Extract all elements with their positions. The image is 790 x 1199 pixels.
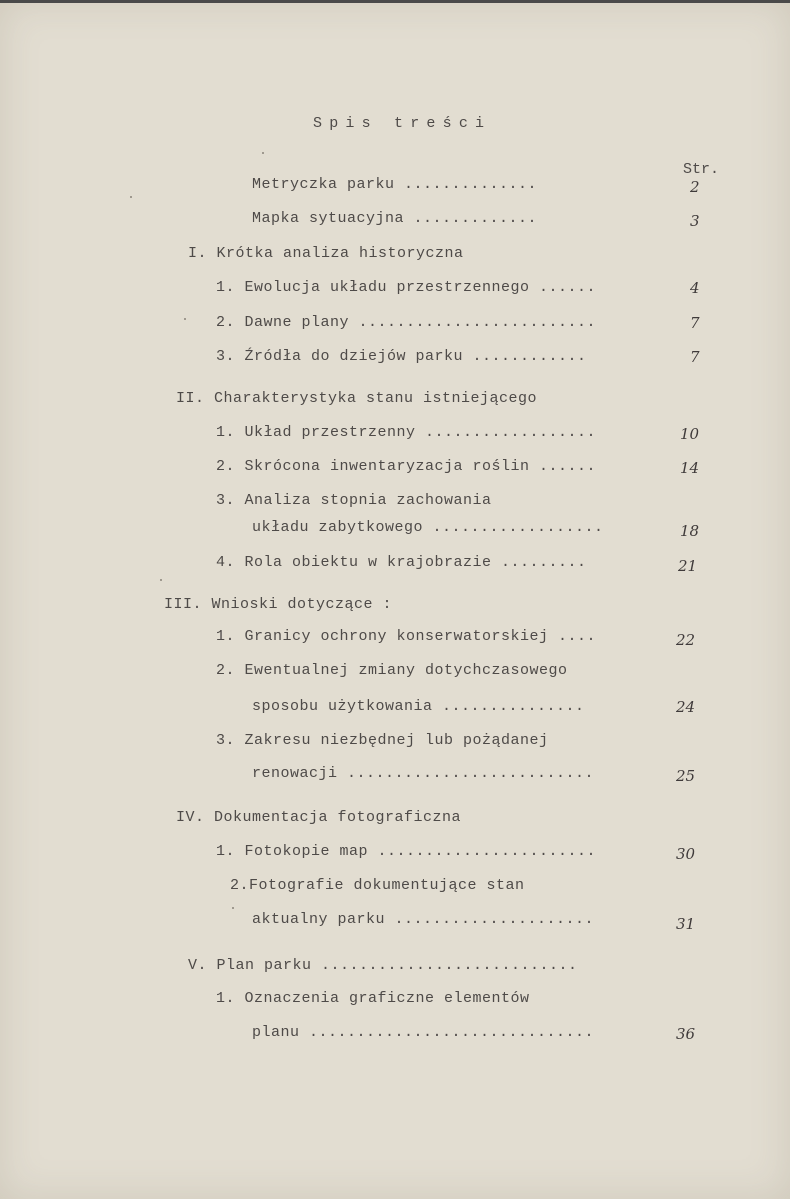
toc-page-number: 22 [676, 631, 696, 649]
toc-page-number: 36 [676, 1025, 696, 1043]
toc-entry: 1. Fotokopie map ....................... [216, 843, 597, 860]
toc-page-number: 18 [680, 522, 700, 540]
page-column-label: Str. [683, 161, 720, 178]
toc-entry: 2.Fotografie dokumentujące stan [230, 877, 525, 894]
toc-entry: Mapka sytuacyjna ............. [252, 210, 538, 227]
paper-speck [232, 907, 234, 909]
toc-section-heading: II. Charakterystyka stanu istniejącego [176, 390, 538, 407]
toc-entry-continuation: planu .............................. [252, 1024, 595, 1041]
paper-speck [262, 152, 264, 154]
toc-entry: 1. Układ przestrzenny .................. [216, 424, 597, 441]
toc-entry: 2. Skrócona inwentaryzacja roślin ...... [216, 458, 597, 475]
paper-speck [160, 579, 162, 581]
toc-page-number: 21 [678, 557, 698, 575]
toc-entry: 3. Źródła do dziejów parku ............ [216, 348, 587, 365]
toc-page-number: 31 [676, 915, 696, 933]
toc-page-number: 14 [680, 459, 700, 477]
toc-page-number: 7 [690, 348, 700, 366]
toc-entry: 1. Ewolucja układu przestrzennego ...... [216, 279, 597, 296]
toc-section-heading: I. Krótka analiza historyczna [188, 245, 464, 262]
toc-page-number: 2 [690, 178, 700, 196]
top-edge [0, 0, 790, 3]
toc-section-heading: V. Plan parku ........................... [188, 957, 578, 974]
toc-page-number: 25 [676, 767, 696, 785]
toc-entry-continuation: renowacji .......................... [252, 765, 595, 782]
toc-page-number: 7 [690, 314, 700, 332]
toc-entry: 4. Rola obiektu w krajobrazie ......... [216, 554, 587, 571]
toc-entry: 3. Zakresu niezbędnej lub pożądanej [216, 732, 549, 749]
toc-entry: Metryczka parku .............. [252, 176, 538, 193]
toc-page-number: 4 [690, 279, 700, 297]
toc-page-number: 3 [690, 212, 700, 230]
toc-entry: 3. Analiza stopnia zachowania [216, 492, 492, 509]
toc-entry: 2. Dawne plany ......................... [216, 314, 597, 331]
toc-entry-continuation: aktualny parku ..................... [252, 911, 595, 928]
toc-section-heading: IV. Dokumentacja fotograficzna [176, 809, 462, 826]
toc-page-number: 30 [676, 845, 696, 863]
toc-entry: 2. Ewentualnej zmiany dotychczasowego [216, 662, 568, 679]
toc-entry-continuation: układu zabytkowego .................. [252, 519, 604, 536]
toc-page-number: 10 [680, 425, 700, 443]
toc-entry: 1. Oznaczenia graficzne elementów [216, 990, 530, 1007]
paper-speck [184, 318, 186, 320]
toc-entry: 1. Granicy ochrony konserwatorskiej .... [216, 628, 597, 645]
toc-entry-continuation: sposobu użytkowania ............... [252, 698, 585, 715]
toc-section-heading: III. Wnioski dotyczące : [164, 596, 393, 613]
page-title: Spis treści [313, 115, 492, 132]
paper-speck [130, 196, 132, 198]
toc-page-number: 24 [676, 698, 696, 716]
